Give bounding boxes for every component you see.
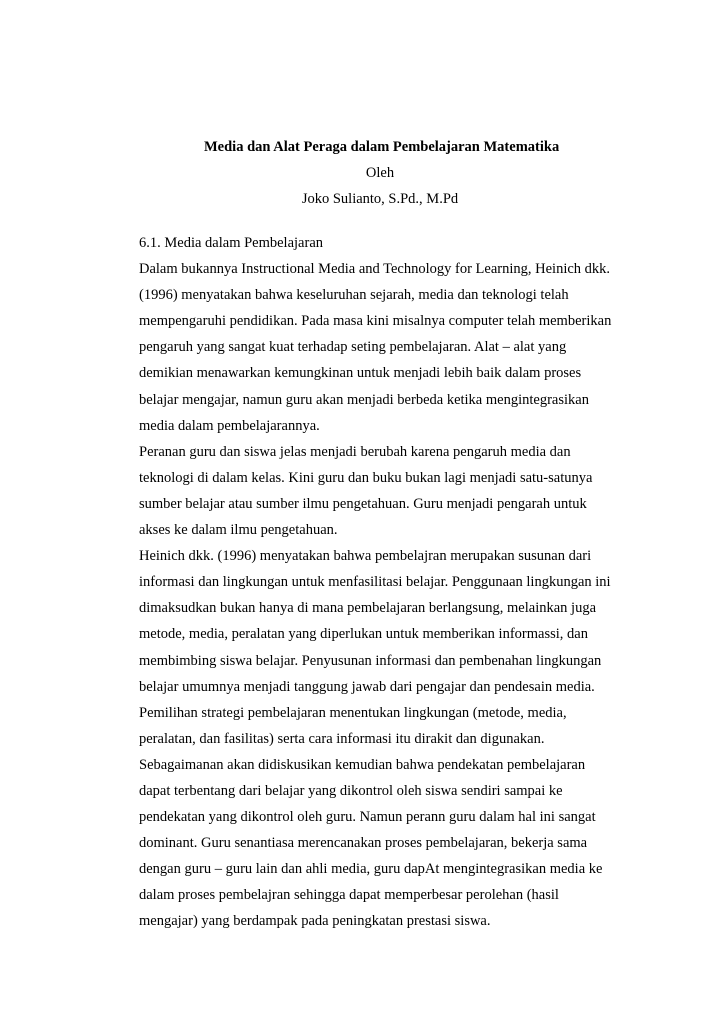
text-line: dapat terbentang dari belajar yang dikontrol oleh siswa sendiri sampai ke — [139, 782, 563, 799]
text-line: teknologi di dalam kelas. Kini guru dan buku bukan lagi menjadi satu-satunya — [139, 469, 593, 486]
text-line: Heinich dkk. (1996) menyatakan bahwa pembelajran merupakan susunan dari — [139, 548, 592, 565]
text-line: dimaksudkan bukan hanya di mana pembelajaran berlangsung, melainkan juga — [139, 600, 597, 617]
text-line: (1996) menyatakan bahwa keseluruhan sejarah, media dan teknologi telah — [139, 287, 569, 304]
text-line: belajar mengajar, namun guru akan menjadi berbeda ketika mengintegrasikan — [139, 391, 589, 408]
text-line: pendekatan yang dikontrol oleh guru. Namun perann guru dalam hal ini sangat — [139, 809, 596, 826]
text-line: belajar umumnya menjadi tanggung jawab dari pengajar dan pendesain media. — [139, 678, 595, 695]
text-line: metode, media, peralatan yang diperlukan untuk memberikan informassi, dan — [139, 626, 588, 643]
text-line: Sebagaimanan akan didiskusikan kemudian bahwa pendekatan pembelajaran — [139, 756, 586, 773]
text-line: membimbing siswa belajar. Penyusunan informasi dan pembenahan lingkungan — [139, 652, 602, 669]
text-line: dengan guru – guru lain dan ahli media, guru dapAt mengintegrasikan media ke — [139, 861, 603, 878]
text-line: dalam proses pembelajran sehingga dapat memperbesar perolehan (hasil — [139, 887, 559, 904]
text-line: mengajar) yang berdampak pada peningkatan prestasi siswa. — [139, 913, 491, 930]
text-line: media dalam pembelajarannya. — [139, 417, 320, 434]
document-title: Media dan Alat Peraga dalam Pembelajaran Matematika — [204, 139, 560, 155]
body-text — [139, 230, 639, 935]
text-line: demikian menawarkan kemungkinan untuk menjadi lebih baik dalam proses — [139, 365, 582, 382]
text-line: mempengaruhi pendidikan. Pada masa kini misalnya computer telah memberikan — [139, 313, 612, 330]
text-line: sumber belajar atau sumber ilmu pengetahuan. Guru menjadi pengarah untuk — [139, 495, 587, 512]
text-line: Pemilihan strategi pembelajaran menentukan lingkungan (metode, media, — [139, 704, 567, 721]
text-line: pengaruh yang sangat kuat terhadap seting pembelajaran. Alat – alat yang — [139, 339, 567, 356]
byline-oleh: Oleh — [365, 165, 395, 181]
section-heading: 6.1. Media dalam Pembelajaran — [139, 235, 324, 251]
text-line: Peranan guru dan siswa jelas menjadi berubah karena pengaruh media dan — [139, 443, 571, 460]
author-name: Joko Sulianto, S.Pd., M.Pd — [301, 191, 459, 207]
text-line: Dalam bukannya Instructional Media and Technology for Learning, Heinich dkk. — [139, 261, 611, 278]
text-line: akses ke dalam ilmu pengetahuan. — [139, 522, 338, 539]
text-line: dominant. Guru senantiasa merencanakan proses pembelajaran, bekerja sama — [139, 835, 588, 852]
text-line: peralatan, dan fasilitas) serta cara informasi itu dirakit dan digunakan. — [139, 730, 545, 747]
text-line: informasi dan lingkungan untuk menfasilitasi belajar. Penggunaan lingkungan ini — [139, 574, 611, 591]
